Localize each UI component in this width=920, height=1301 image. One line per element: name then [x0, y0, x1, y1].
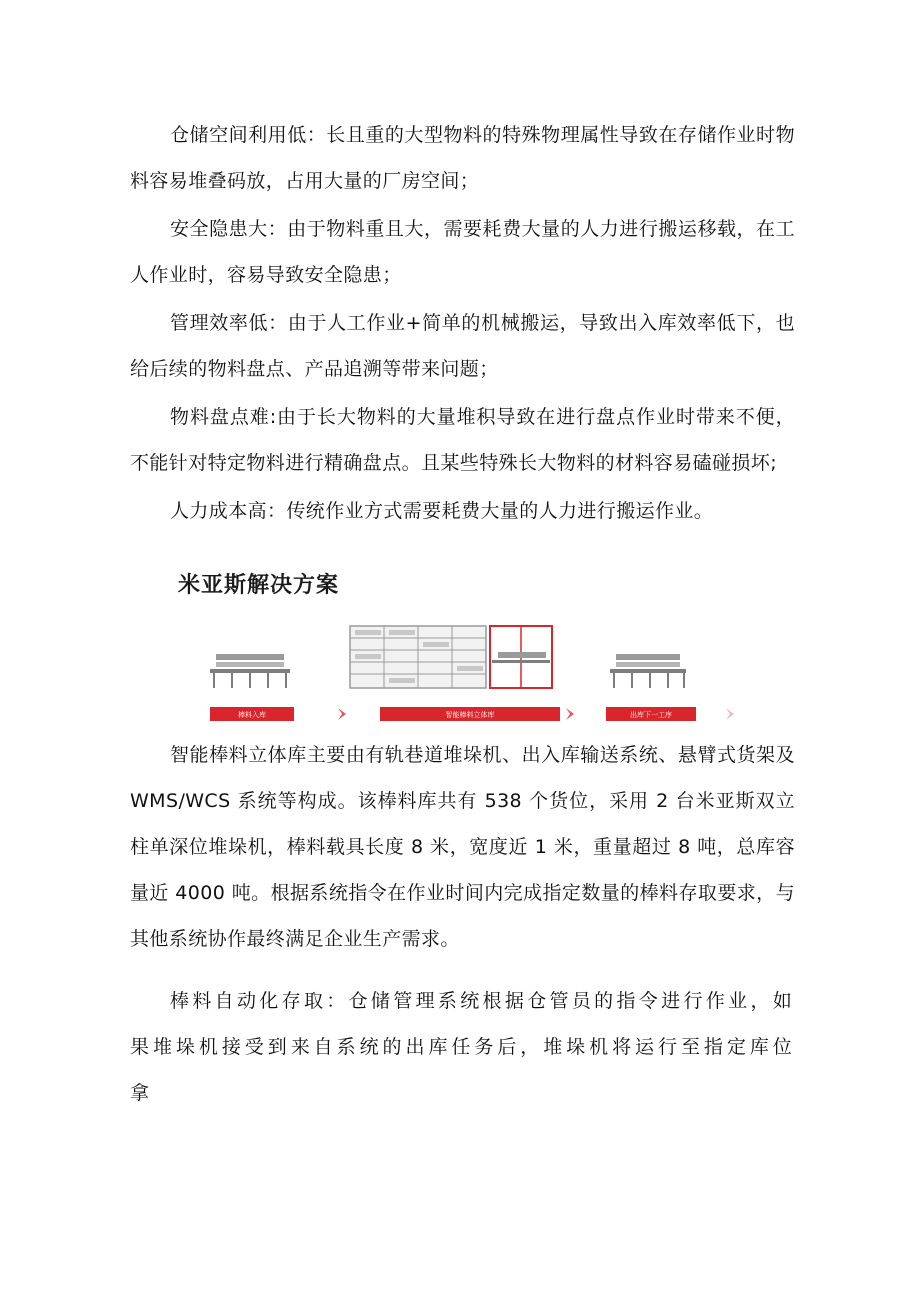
section-title: 米亚斯解决方案 [178, 573, 340, 598]
paragraph-efficiency: 管理效率低：由于人工作业+简单的机械搬运，导致出入库效率低下，也给后续的物料盘点、产品追溯等带来问题； [130, 312, 795, 380]
paragraph-auto-access: 棒料自动化存取：仓储管理系统根据仓管员的指令进行作业，如果堆垛机接受到来自系统的出库任务后，堆垛机将运行至指定库位拿 [130, 990, 795, 1104]
paragraph-warehouse-intro: 智能棒料立体库主要由有轨巷道堆垛机、出入库输送系统、悬臂式货架及 WMS/WCS 系统等构成。该棒料库共有 538 个货位，采用 2 台米亚斯双立柱单深位堆垛机，棒料载具长度 8 米，宽度近 1 米，重量超过 8 吨，总库容量近 4000 吨。根据系统指令在作业时间内完成指定数量的棒料存取要求，与其他系统协作最终满足企业生产需求。 [130, 744, 795, 950]
outbound-rack-icon [610, 654, 686, 688]
step-label-warehouse: 智能棒料立体库 [445, 711, 495, 719]
arrow-icon [566, 708, 574, 720]
process-diagram [200, 622, 740, 722]
warehouse-rack-icon [350, 626, 552, 688]
step-label-inbound: 棒料入库 [238, 711, 266, 719]
arrow-icon [726, 708, 734, 720]
paragraph-labor-cost: 人力成本高：传统作业方式需要耗费大量的人力进行搬运作业。 [170, 500, 714, 522]
paragraph-inventory: 物料盘点难:由于长大物料的大量堆积导致在进行盘点作业时带来不便，不能针对特定物料进行精确盘点。且某些特殊长大物料的材料容易磕碰损坏; [130, 406, 795, 474]
paragraph-storage-space: 仓储空间利用低：长且重的大型物料的特殊物理属性导致在存储作业时物料容易堆叠码放，占用大量的厂房空间； [130, 124, 795, 192]
inbound-rack-icon [210, 654, 290, 688]
step-label-outbound: 出库下一工序 [630, 711, 672, 719]
arrow-icon [338, 708, 346, 720]
paragraph-safety-risk: 安全隐患大：由于物料重且大，需要耗费大量的人力进行搬运移载，在工人作业时，容易导致安全隐患； [130, 218, 795, 286]
